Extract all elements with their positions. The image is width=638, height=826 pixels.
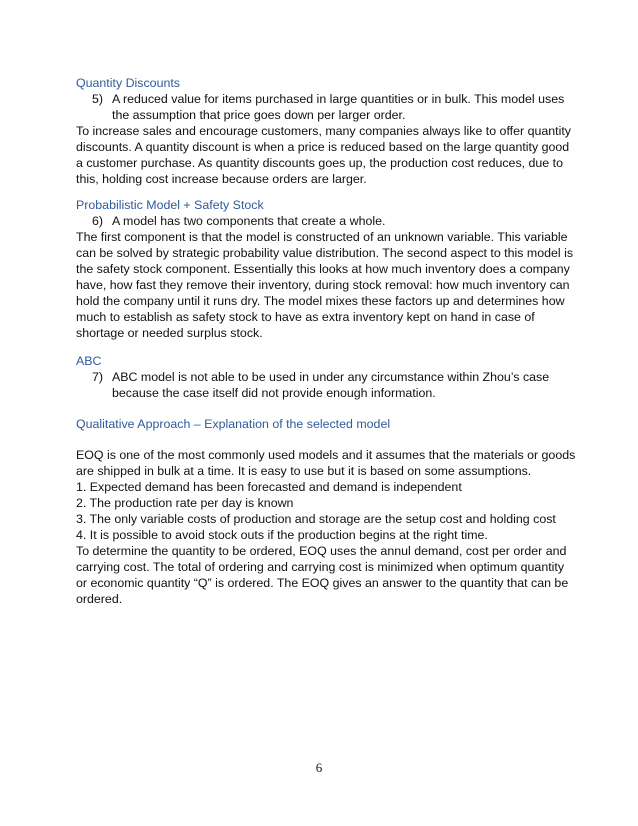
section-heading-quantity-discounts: Quantity Discounts — [76, 76, 180, 90]
assumption-1: 1. Expected demand has been forecasted and demand is independent — [76, 480, 462, 494]
section-heading-qualitative-approach: Qualitative Approach – Explanation of the selected model — [76, 417, 391, 431]
assumption-2: 2. The production rate per day is known — [76, 496, 294, 510]
assumption-3: 3. The only variable costs of production and storage are the setup cost and holding cost — [76, 512, 556, 526]
paragraph-quantity-discounts: To increase sales and encourage customers, many companies always like to offer quantity discounts. A quantity discount is when a price is reduced based on the large quantity good a customer purchase. As quantity discounts goes up, the production cost reduces, due to this, holding cost increase because orders are larger. — [76, 124, 571, 186]
assumption-4: 4. It is possible to avoid stock outs if the production begins at the right time. — [76, 528, 488, 542]
page-number: 6 — [315, 760, 323, 775]
list-item-text: A reduced value for items purchased in large quantities or in bulk. This model uses the assumption that price goes down per larger order. — [112, 92, 565, 122]
paragraph-eoq-intro: EOQ is one of the most commonly used models and it assumes that the materials or goods are shipped in bulk at a time. It is easy to use but it is based on some assumptions. — [76, 448, 576, 478]
section-heading-abc: ABC — [76, 354, 102, 368]
list-item-6 — [76, 213, 576, 229]
list-item-number: 7) — [92, 370, 104, 384]
paragraph-probabilistic-model: The first component is that the model is constructed of an unknown variable. This variable can be solved by strategic probability value distribution. The second aspect to this model is the safety stock component. Essentially this looks at how much inventory does a company have, how fast they remove their inventory, during stock removal: how much inventory can hold the company until it runs dry. The model mixes these factors up and determines how much to establish as safety stock to have as extra inventory kept on hand in case of shortage or needed surplus stock. — [76, 230, 574, 340]
list-item-7 — [76, 369, 576, 401]
list-item-text: ABC model is not able to be used in under any circumstance within Zhou’s case because the case itself did not provide enough information. — [112, 370, 550, 400]
paragraph-eoq-conclusion: To determine the quantity to be ordered, EOQ uses the annul demand, cost per order and carrying cost. The total of ordering and carrying cost is minimized when optimum quantity or economic quantity “Q” is ordered. The EOQ gives an answer to the quantity that can be ordered. — [76, 544, 569, 606]
list-item-number: 5) — [92, 92, 104, 106]
list-item-text: A model has two components that create a whole. — [112, 214, 386, 228]
section-heading-probabilistic-model: Probabilistic Model + Safety Stock — [76, 198, 264, 212]
list-item-5 — [76, 91, 576, 123]
document-page — [76, 75, 576, 607]
list-item-number: 6) — [92, 214, 104, 228]
